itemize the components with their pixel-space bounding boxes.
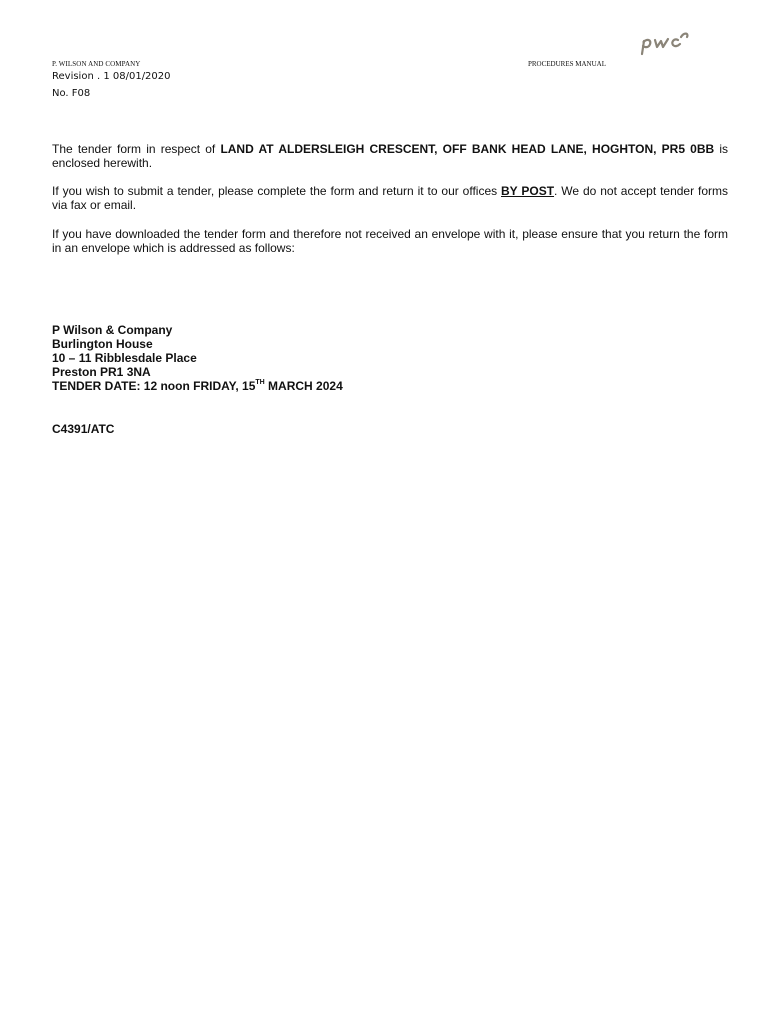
- document-number: No. F08: [52, 88, 91, 99]
- tender-date: [52, 379, 343, 393]
- p1-end: is enclosed herewith.: [52, 142, 729, 170]
- address-line-city: Preston PR1 3NA: [52, 365, 151, 379]
- company-logo: [638, 28, 694, 58]
- by-post-emphasis: BY POST: [501, 184, 555, 198]
- company-header: P. WILSON AND COMPANY: [52, 60, 141, 68]
- paragraph-enclosure: [52, 142, 728, 170]
- revision-line: Revision . 1 08/01/2020: [52, 71, 171, 82]
- property-name: LAND AT ALDERSLEIGH CRESCENT, OFF BANK HEAD LANE, HOGHTON, PR5 0BB: [220, 142, 715, 156]
- address-line-company: P Wilson & Company: [52, 323, 173, 337]
- tender-date-suffix: MARCH 2024: [264, 379, 343, 393]
- address-block: [52, 323, 343, 393]
- manual-header: PROCEDURES MANUAL: [528, 60, 606, 68]
- p2-end: . We do not accept tender forms via fax or email.: [52, 184, 728, 212]
- paragraph-download-instructions: If you have downloaded the tender form and therefore not received an envelope with it, please ensure that you return the form in an envelope which is addressed as follows:: [52, 227, 728, 255]
- address-line-building: Burlington House: [52, 337, 153, 351]
- address-line-street: 10 – 11 Ribblesdale Place: [52, 351, 197, 365]
- p2-start: If you wish to submit a tender, please complete the form and return it to our offices: [52, 184, 502, 198]
- tender-date-prefix: TENDER DATE: 12 noon FRIDAY, 15: [52, 379, 256, 393]
- reference-code: C4391/ATC: [52, 422, 115, 436]
- tender-date-ordinal: TH: [255, 379, 265, 386]
- paragraph-submission: [52, 184, 728, 212]
- p1-intro: The tender form in respect of: [52, 142, 221, 156]
